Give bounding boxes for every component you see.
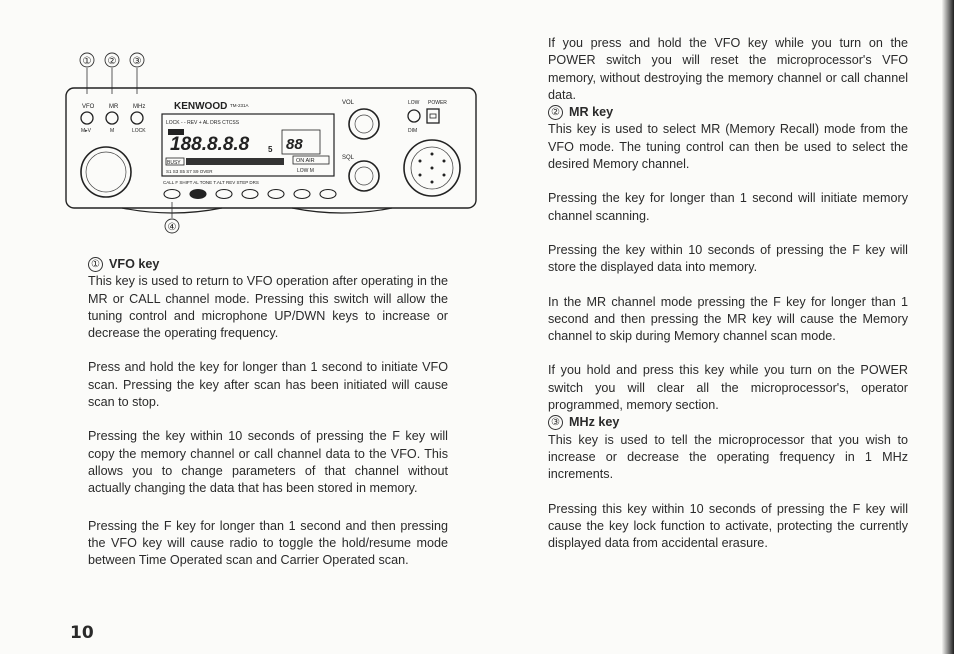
radio-front-panel-figure xyxy=(62,46,480,236)
callout-1 xyxy=(80,53,94,67)
tone-key[interactable] xyxy=(242,190,258,199)
svg-text:TM-231A: TM-231A xyxy=(230,103,249,108)
svg-text:MR: MR xyxy=(109,104,119,110)
call-key[interactable] xyxy=(164,190,180,199)
vfo-paragraph-5: If you press and hold the VFO key while you turn on the POWER switch you will reset the microprocessor's VFO memory, without destroying the memory channel or call channel data. xyxy=(548,36,908,102)
step-key[interactable] xyxy=(294,190,310,199)
callout-3-marker: ③ xyxy=(548,415,563,430)
tuning-knob[interactable] xyxy=(81,147,131,197)
mhz-paragraph-1: This key is used to tell the microprocessor that you wish to increase or decrease the operating frequency in 1 MHz increments. xyxy=(548,432,908,482)
svg-text:188.8.8.8: 188.8.8.8 xyxy=(170,134,250,155)
mhz-key[interactable] xyxy=(131,112,143,124)
svg-text:M▸V: M▸V xyxy=(81,128,92,134)
svg-text:DIM: DIM xyxy=(408,128,418,134)
low-key[interactable] xyxy=(408,110,420,122)
svg-text:BUSY: BUSY xyxy=(167,160,181,166)
right-column xyxy=(548,35,908,552)
vfo-paragraph-3: Pressing the key within 10 seconds of pressing the F key will copy the memory channel or call channel data to the VFO. This allows you to change parameters of that channel without actually changing the data that has been stored in memory. xyxy=(88,429,448,496)
s-meter-bar xyxy=(186,158,284,165)
svg-text:KENWOOD: KENWOOD xyxy=(174,101,228,112)
callout-4 xyxy=(165,219,179,233)
svg-text:LOCK ‑ ‑ REV + AL DRS CTCSS: LOCK ‑ ‑ REV + AL DRS CTCSS xyxy=(166,120,240,126)
page-edge-shadow xyxy=(942,0,954,654)
rev-key[interactable] xyxy=(268,190,284,199)
svg-text:SQL: SQL xyxy=(342,155,355,161)
callout-2-marker: ② xyxy=(548,105,563,120)
callout-2 xyxy=(105,53,119,67)
mr-paragraph-4: In the MR channel mode pressing the F key for longer than 1 second and then pressing the MR key will cause the Memory channel to skip during Memory channel scan mode. xyxy=(548,294,908,344)
left-column xyxy=(88,256,448,569)
svg-text:LOW M: LOW M xyxy=(297,168,314,174)
svg-text:LOW: LOW xyxy=(408,100,420,106)
svg-text:③: ③ xyxy=(132,56,142,67)
drs-key[interactable] xyxy=(320,190,336,199)
page-number: 10 xyxy=(70,623,94,643)
callout-3 xyxy=(130,53,144,67)
mr-key-heading: ② MR key xyxy=(548,104,908,121)
svg-text:LOCK: LOCK xyxy=(132,128,146,134)
sql-knob[interactable] xyxy=(349,161,379,191)
svg-text:MHz: MHz xyxy=(133,104,146,110)
svg-text:ON AIR: ON AIR xyxy=(296,158,315,164)
mhz-paragraph-2: Pressing this key within 10 seconds of pressing the F key will cause the key lock function to activate, protecting the currently displayed data from accidental erasure. xyxy=(548,501,908,551)
svg-text:VOL: VOL xyxy=(342,100,355,106)
mr-paragraph-3: Pressing the key within 10 seconds of pressing the F key will store the displayed data into memory. xyxy=(548,242,908,275)
mr-key[interactable] xyxy=(106,112,118,124)
svg-text:M: M xyxy=(110,128,115,134)
svg-text:POWER: POWER xyxy=(428,100,447,106)
svg-text:88: 88 xyxy=(286,136,303,153)
power-switch[interactable] xyxy=(427,109,439,123)
f-key[interactable] xyxy=(190,190,206,199)
vfo-paragraph-4: Pressing the F key for longer than 1 second and then pressing the VFO key will cause radio to toggle the hold/resume mode between Time Operated scan and Carrier Operated scan. xyxy=(88,518,448,568)
svg-text:5: 5 xyxy=(268,145,273,154)
vfo-key-heading: ① VFO key xyxy=(88,256,448,273)
svg-text:S1 S3 S5 S7 S9 OVER: S1 S3 S5 S7 S9 OVER xyxy=(166,169,213,174)
mr-paragraph-5: If you hold and press this key while you turn on the POWER switch you will clear all the microprocessor's, operator programmed, memory section. xyxy=(548,363,908,413)
mhz-key-heading: ③ MHz key xyxy=(548,414,908,431)
mr-paragraph-2: Pressing the key for longer than 1 second will initiate memory channel scanning. xyxy=(548,191,908,223)
svg-text:④: ④ xyxy=(167,222,177,233)
callout-1-marker: ① xyxy=(88,257,103,272)
vfo-paragraph-2: Press and hold the key for longer than 1 second to initiate VFO scan. Pressing the key after scan has been initiated will cause scan to stop. xyxy=(88,360,448,410)
svg-text:①: ① xyxy=(82,56,92,67)
mr-paragraph-1: This key is used to select MR (Memory Recall) mode from the VFO mode. The tuning control can then be used to select the desired Memory channel. xyxy=(548,122,908,172)
svg-text:CALL F SHIFT AL TONE T.ALT REV: CALL F SHIFT AL TONE T.ALT REV STEP DRS xyxy=(163,180,259,185)
shift-key[interactable] xyxy=(216,190,232,199)
svg-text:②: ② xyxy=(107,56,117,67)
vfo-paragraph-1: This key is used to return to VFO operation after operating in the MR or CALL channel mode. Pressing this switch will allow the tuning control and microphone UP/DWN keys to increase or decrease the operating frequency. xyxy=(88,274,448,341)
svg-text:VFO: VFO xyxy=(82,104,95,110)
vfo-key[interactable] xyxy=(81,112,93,124)
vol-knob[interactable] xyxy=(349,109,379,139)
